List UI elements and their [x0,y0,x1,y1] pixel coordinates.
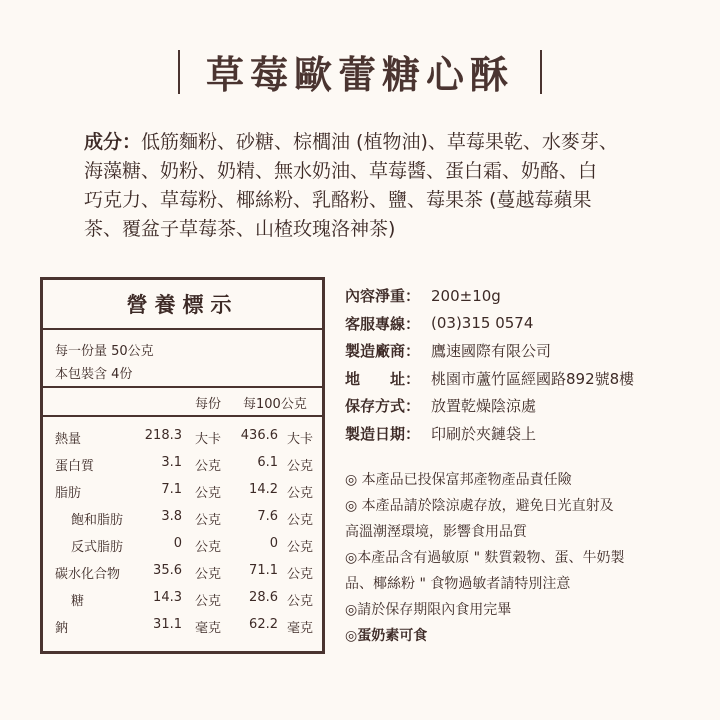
serving-size: 每一份量 50公克 [55,344,154,359]
nutrition-column-headers [43,388,322,417]
unit-per-100g: 毫克 [287,621,314,636]
info-label: 內容淨重： [345,287,421,306]
value-per-serving: 35.6 [153,563,182,578]
value-per-serving: 7.1 [161,482,182,497]
info-row [345,282,690,310]
value-per-serving: 3.1 [161,455,182,470]
unit-per-100g: 公克 [287,594,314,609]
unit-per-100g: 大卡 [287,432,314,447]
nutrient-name: 反式脂肪 [71,540,124,555]
value-per-100g: 7.6 [257,509,278,524]
product-info [345,282,690,447]
note-line: 品、椰絲粉 " 食物過敏者請特別注意 [345,576,571,592]
title-block [0,44,720,99]
ingredients-line: 巧克力、草莓粉、椰絲粉、乳酪粉、鹽、莓果茶 (蔓越莓蘋果 [84,189,592,211]
value-per-100g: 14.2 [249,482,278,497]
nutrition-row [43,612,322,639]
nutrient-name: 熱量 [55,432,82,447]
info-label: 客服專線： [345,314,421,333]
unit-per-100g: 公克 [287,567,314,582]
value-per-serving: 31.1 [153,617,182,632]
info-row [345,365,690,393]
unit-per-serving: 公克 [195,513,222,528]
info-value: 印刷於夾鏈袋上 [431,424,537,443]
info-row [345,310,690,338]
nutrient-name: 飽和脂肪 [71,513,124,528]
info-label: 製造廠商： [345,342,421,361]
note-line: ◎本產品含有過敏原 " 麩質穀物、蛋、牛奶製 [345,550,625,566]
value-per-100g: 71.1 [249,563,278,578]
column-per-100g: 每100公克 [243,397,307,412]
info-value: 200±10g [431,286,501,305]
unit-per-100g: 公克 [287,459,314,474]
unit-per-serving: 公克 [195,567,222,582]
info-label: 地 址： [345,369,421,388]
info-row [345,420,690,448]
value-per-100g: 62.2 [249,617,278,632]
nutrition-rows [43,417,322,639]
ingredients-line: 海藻糖、奶粉、奶精、無水奶油、草莓醬、蛋白霜、奶酪、白 [84,160,598,182]
nutrition-row [43,477,322,504]
serving-info [43,330,322,388]
unit-per-serving: 公克 [195,594,222,609]
unit-per-100g: 公克 [287,486,314,501]
nutrient-name: 蛋白質 [55,459,95,474]
nutrient-name: 碳水化合物 [55,567,121,582]
value-per-100g: 28.6 [249,590,278,605]
nutrition-row [43,585,322,612]
nutrient-name: 脂肪 [55,486,82,501]
unit-per-serving: 毫克 [195,621,222,636]
ingredients-block [84,128,644,244]
value-per-serving: 0 [173,536,182,551]
unit-per-serving: 公克 [195,486,222,501]
info-value: 鷹速國際有限公司 [431,342,552,361]
nutrient-name: 鈉 [55,621,69,636]
value-per-100g: 6.1 [257,455,278,470]
note-line: ◎蛋奶素可食 [345,628,428,644]
value-per-100g: 0 [269,536,278,551]
unit-per-serving: 公克 [195,540,222,555]
info-row [345,337,690,365]
nutrition-heading: 營養標示 [43,280,322,330]
note-line: ◎ 本產品請於陰涼處存放，避免日光直射及 [345,498,614,514]
value-per-serving: 3.8 [161,509,182,524]
unit-per-100g: 公克 [287,540,314,555]
product-notes [345,467,690,649]
ingredients-line: 茶、覆盆子草莓茶、山楂玫瑰洛神茶) [84,218,396,240]
unit-per-serving: 公克 [195,459,222,474]
ingredients-text: 低筋麵粉、砂糖、棕櫚油 (植物油)、草莓果乾、水麥芽、 [141,131,618,153]
unit-per-100g: 公克 [287,513,314,528]
value-per-serving: 14.3 [153,590,182,605]
nutrition-row [43,450,322,477]
ingredients-label: 成分： [84,131,142,153]
nutrition-row [43,558,322,585]
info-value: (03)315 0574 [431,314,534,333]
unit-per-serving: 大卡 [195,432,222,447]
info-label: 製造日期： [345,424,421,443]
nutrient-name: 糖 [71,594,85,609]
note-line: 高溫潮溼環境，影響食用品質 [345,524,527,540]
info-row [345,392,690,420]
value-per-100g: 436.6 [240,428,278,443]
product-title: 草莓歐蕾糖心酥 [205,53,514,97]
title-left-divider [178,50,180,94]
nutrition-facts-table [40,277,325,654]
note-line: ◎請於保存期限內食用完畢 [345,602,512,618]
servings-per-pack: 本包裝含 4份 [55,367,133,382]
info-label: 保存方式： [345,397,421,416]
ingredients-line [84,128,644,157]
note-line: ◎ 本產品已投保富邦產物產品責任險 [345,472,572,488]
nutrition-row [43,504,322,531]
title-right-divider [540,50,542,94]
nutrition-row [43,423,322,450]
column-per-serving: 每份 [195,397,222,412]
info-value: 放置乾燥陰涼處 [431,397,537,416]
info-value: 桃園市蘆竹區經國路892號8樓 [431,369,635,388]
value-per-serving: 218.3 [144,428,182,443]
nutrition-row [43,531,322,558]
